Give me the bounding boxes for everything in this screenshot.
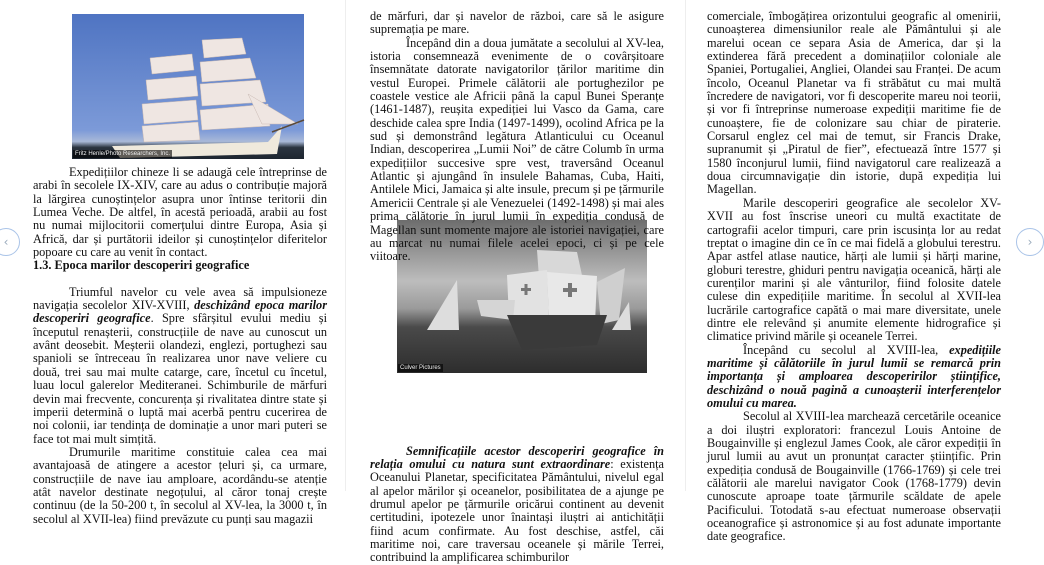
text-column-2	[370, 10, 664, 565]
photo-credit: Fritz Henle/Photo Researchers, Inc.	[75, 151, 171, 157]
tall-ship-photo	[72, 14, 304, 159]
paragraph	[707, 344, 1001, 411]
chevron-left-icon: ‹	[3, 235, 9, 249]
paragraph: de mărfuri, dar și navelor de război, care să le asigure supremația pe mare.	[370, 9, 664, 37]
paragraph: Marile descoperiri geografice ale secolelor XV-XVII au fost înscrise uneori cu multă exactitate de cartografii acelor timpuri, care prin iscusința lor au redat treptat o imagine din ce în ce mai fidelă a globului terestru. Apar astfel atlase nautice, hărți ale lumii și hărți marine, globuri terestre, ghiduri pentru navigația oceanică, hărți ale curenților marini și ale vânturilor, fiind folosite datele culese din expedițiile maritime. În secolul al XVII-lea lucrările cartografice capătă o mai mare diversitate, unele dintre ele relevând și anumite elemente hidrografice și climatice privind mările și oceanele Terrei.	[707, 195, 1001, 344]
text: Triumful navelor cu vele avea să impulsioneze navigația secolelor XIV-XVIII,	[33, 284, 327, 313]
paragraph	[370, 445, 664, 565]
text-column-3	[707, 10, 1001, 544]
paragraph: comerciale, îmbogățirea orizontului geografic al omenirii, cunoașterea dimensiunilor reale ale Pământului și ale marelui ocean ce separa Asia de America, dar și la extinderea fără precedent a dominațiilor coloniale ale Spaniei, Portugaliei, Angliei, Olandei sau Franței. De acum încolo, Oceanul Planetar va fi străbătut cu mai multă încredere de navigatori, vor fi descoperite mareu noi teorii, și vor fi întreprinse numeroase expediții maritime fie de cunoaștere, fie de colonizare sau chiar de piraterie. Corsarul englez cel mai de temut, sir Francis Drake, supranumit și „Piratul de fier”, efectuează între 1577 și 1580 înconjurul lumii, fiind navigatorul care realizează a doua circumnavigație din istorie, după expediția lui Magellan.	[707, 9, 1001, 197]
text: . Spre sfârșitul evului mediu și începutul renașterii, construcțiile de nave au cunoscut un avânt deosebit. Meșterii olandezi, englezi, portughezi sau spanioli se întreceau în realizarea unor nave veliere cu două, trei sau mai multe catarge, care, încetul cu încetul, luau locul galerelor Mediteranei. Schimburile de mărfuri devin mai frecvente, concurența și rivalitatea dintre state și imperii determină o luptă mai acerbă pentru cucerirea de noi colonii, iar tendința de dominație a unor mari puteri se face tot mai mult simțită.	[33, 311, 327, 446]
page-divider	[345, 0, 346, 491]
paragraph: Expedițiilor chineze li se adaugă cele întreprinse de arabi în secolele IX-XIV, care au adus o contribuție majoră la lărgirea cunoștințelor asupra unor întinse teritorii din Lumea Veche. De altfel, în acestă perioadă, arabii au fost nu numai mijlocitorii comerțului dintre Europa, Asia și Africă, dar și purtătorii ideilor și cunoștințelor diferitelor popoare cu care au venit în contact.	[33, 165, 327, 260]
text: Începând cu secolul al XVIII-lea,	[743, 342, 950, 357]
page-divider	[685, 0, 686, 491]
paragraph: Drumurile maritime constituie calea cea mai avantajoasă de atingere a acestor țeluri și, ca urmare, construcțiile de nave iau amploare, acordându-se atenție atât navelor destinate negoțului, al căror tonaj crește continuu (de la 50-200 t, în secolul al XV-lea, la 3000 t, în secolul al XVII-lea) fiind prevăzute cu punți sau magazii	[33, 444, 327, 526]
emphasis-text: deschizând epoca marilor descoperiri geografice	[33, 298, 327, 326]
section-heading: 1.3. Epoca marilor descoperiri geografice	[33, 258, 250, 273]
text: : existența Oceanului Planetar, specificitatea Pământului, nivelul egal al apelor mărilor și oceanelor, posibilitatea de a ajunge pe drumul apelor pe țărmurile oricărui continent au devenit certitudini, ipotezele unor înaintași iluștri ai antichității fiind acum confirmate. Au fost deschise, astfel, căi maritime noi, care traversau oceanele și mările Terrei, contribuind la amplificarea schimburilor	[370, 456, 664, 565]
ship-illustration	[72, 14, 304, 159]
chevron-right-icon: ›	[1027, 235, 1033, 249]
text-column-1	[33, 166, 327, 526]
previous-page-button[interactable]	[0, 228, 20, 256]
paragraph	[33, 286, 327, 446]
next-page-button[interactable]	[1016, 228, 1044, 256]
emphasis-text: Semnificațiile acestor descoperiri geografice în relația omului cu natura sunt extraordinare	[370, 443, 664, 471]
image-spacer	[370, 264, 664, 445]
paragraph: Începând din a doua jumătate a secolului al XV-lea, istoria consemnează evenimente de o covârșitoare însemnătate datorate navigatorilor țărilor maritime din vestul Europei. Primele călătorii ale portughezilor pe coastele vestice ale Africii până la capul Bunei Speranțe (1461-1487), reușita expediției lui Vasco da Gama, care deschide calea spre India (1497-1499), ocolind Africa pe la sud și demonstrând legătura Atlanticului cu Oceanul Indian, descoperirea „Lumii Noi” de către Columb în urma expedițiilor succesive spre vest, traversând Oceanul Atlantic și ajungând în insulele Bahamas, Cuba, Haiti, Antilele Mici, Jamaica și alte insule, precum și pe țărmurile Americii Centrale și ale Venezuelei (1492-1498) și mai ales prima călătorie în jurul lumii în expediția condusă de Magellan sunt momente majore ale istoriei navigației, care au marcat nu numai filele acelei epoci, ci și pe cele viitoare.	[370, 35, 664, 264]
photo-credit: Culver Pictures	[400, 365, 441, 371]
paragraph: Secolul al XVIII-lea marchează cercetările oceanice a doi iluștri exploratori: francezul Louis Antoine de Bougainville și englezul James Cook, ale căror expediții în jurul lumii au avut un pronunțat caracter științific. Prin expediția condusă de Bougainville (1766-1769) și cele trei călătorii ale marelui navigator Cook (1768-1779) devin cunoscute aproape toate țărmurile scăldate de apele Pacificului. Totodată s-au efectuat numeroase observații oceanografice și astronomice și au fost adunate importante date geografice.	[707, 409, 1001, 544]
emphasis-text: expedițiile maritime și călătoriile în jurul lumii se remarcă prin importanța și amploarea descoperirilor științifice, deschizând o nouă pagină a cunoașterii interferențelor omului cu marea.	[707, 342, 1001, 410]
